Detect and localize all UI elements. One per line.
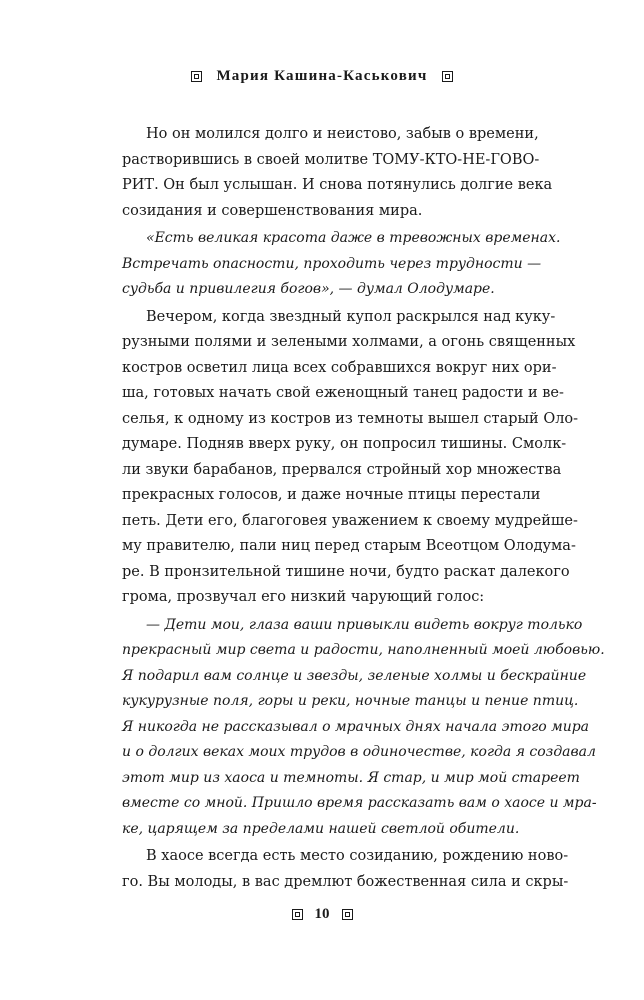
text-line: прекрасных голосов, и даже ночные птицы перестали <box>122 487 541 503</box>
text-line: думаре. Подняв вверх руку, он попросил тишины. Смолк- <box>122 436 567 452</box>
text-line: — Дети мои, глаза ваши привыкли видеть вокруг только <box>146 616 583 633</box>
paragraph <box>122 122 553 224</box>
italic-paragraph <box>122 226 561 303</box>
text-line: судьба и привилегия богов», — думал Олодумаре. <box>122 281 495 297</box>
text-line: селья, к одному из костров из темноты вышел старый Оло- <box>122 410 579 427</box>
page-footer <box>0 904 644 924</box>
page-body <box>122 122 605 897</box>
square-ornament-icon <box>191 71 202 82</box>
text-line: созидания и совершенствования мира. <box>122 202 423 219</box>
text-line: растворившись в своей молитве ТОМУ-КТО-НЕ-ГОВО- <box>122 151 540 168</box>
text-line: этот мир из хаоса и темноты. Я стар, и мир мой стареет <box>122 769 580 786</box>
text-line: грома, прозвучал его низкий чарующий голос: <box>122 589 485 605</box>
text-line: ша, готовых начать свой еженощный танец радости и ве- <box>122 385 564 401</box>
text-line: прекрасный мир света и радости, наполненный моей любовью. <box>122 642 605 658</box>
square-ornament-icon <box>292 909 303 920</box>
paragraph <box>122 305 579 611</box>
running-header <box>0 64 644 88</box>
text-line: ке, царящем за пределами нашей светлой обители. <box>122 820 520 837</box>
text-line: и о долгих веках моих трудов в одиночестве, когда я создавал <box>122 744 596 760</box>
text-line: петь. Дети его, благоговея уважением к своему мудрейше- <box>122 512 578 529</box>
text-line: го. Вы молоды, в вас дремлют божественная сила и скры- <box>122 873 569 890</box>
text-line: ли звуки барабанов, прервался стройный хор множества <box>122 461 562 478</box>
text-line: В хаосе всегда есть место созиданию, рождению ново- <box>146 848 569 864</box>
text-line: «Есть великая красота даже в тревожных временах. <box>146 230 561 246</box>
paragraph <box>122 844 569 895</box>
header-author-name: Мария Кашина-Каськович <box>216 67 428 84</box>
text-line: ре. В пронзительной тишине ночи, будто раскат далекого <box>122 563 570 580</box>
square-ornament-icon <box>342 909 353 920</box>
text-line: Я подарил вам солнце и звезды, зеленые холмы и бескрайние <box>122 667 587 684</box>
text-line: Встречать опасности, проходить через трудности — <box>122 255 542 272</box>
text-line: Вечером, когда звездный купол раскрылся над куку- <box>146 308 556 325</box>
text-line: Я никогда не рассказывал о мрачных днях начала этого мира <box>122 718 590 735</box>
text-line: костров осветил лица всех собравшихся вокруг них ори- <box>122 359 557 376</box>
page-number: 10 <box>314 905 330 922</box>
text-line: Но он молился долго и неистово, забыв о времени, <box>146 126 539 142</box>
square-ornament-icon <box>442 71 453 82</box>
text-line: рузными полями и зелеными холмами, а огонь священных <box>122 334 576 350</box>
text-line: кукурузные поля, горы и реки, ночные танцы и пение птиц. <box>122 693 579 709</box>
text-line: му правителю, пали ниц перед старым Всеотцом Олодума- <box>122 538 576 554</box>
text-line: вместе со мной. Пришло время рассказать вам о хаосе и мра- <box>122 795 597 811</box>
text-line: РИТ. Он был услышан. И снова потянулись долгие века <box>122 177 553 193</box>
italic-paragraph <box>122 613 605 843</box>
